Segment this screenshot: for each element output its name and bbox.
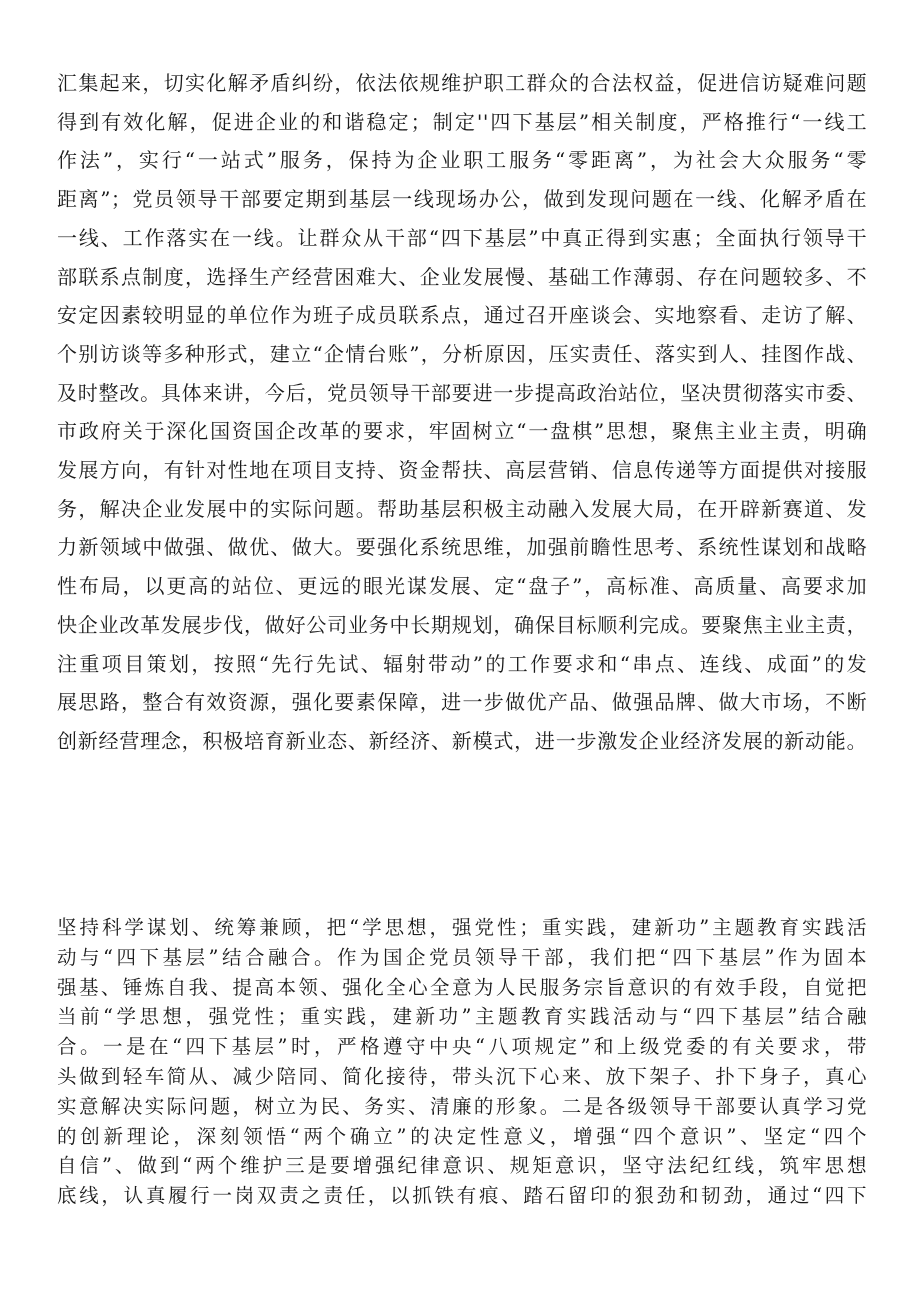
text-line: 汇集起来，切实化解矛盾纠纷，依法依规维护职工群众的合法权益，促进信访疑难问题 xyxy=(57,71,867,95)
text-line: 部联系点制度，选择生产经营困难大、企业发展慢、基础工作薄弱、存在问题较多、不 xyxy=(57,264,867,289)
text-line: 发展方向，有针对性地在项目支持、资金帮扶、高层营销、信息传递等方面提供对接服 xyxy=(57,458,867,483)
text-line: 力新领域中做强、做优、做大。要强化系统思维，加强前瞻性思考、系统性谋划和战略 xyxy=(57,535,867,560)
text-line: 合。一是在“四下基层”时，严格遵守中央“八项规定”和上级党委的有关要求，带 xyxy=(57,1035,867,1059)
text-line: 一线、工作落实在一线。让群众从干部“四下基层”中真正得到实惠；全面执行领导干 xyxy=(57,225,867,250)
text-line: 底线，认真履行一岗双责之责任，以抓铁有痕、踏石留印的狠劲和韧劲，通过“四下 xyxy=(57,1184,867,1208)
text-line: 市政府关于深化国资国企改革的要求，牢固树立“一盘棋”思想，聚焦主业主责，明确 xyxy=(57,419,867,444)
text-line: 实意解决实际问题，树立为民、务实、清廉的形象。二是各级领导干部要认真学习党 xyxy=(57,1094,867,1118)
text-line: 作法”，实行“一站式”服务，保持为企业职工服务“零距离”，为社会大众服务“零 xyxy=(57,148,867,173)
text-line: 及时整改。具体来讲，今后，党员领导干部要进一步提高政治站位，坚决贯彻落实市委、 xyxy=(57,380,867,405)
text-line: 创新经营理念，积极培育新业态、新经济、新模式，进一步激发企业经济发展的新动能。 xyxy=(57,728,867,753)
text-line: 展思路，整合有效资源，强化要素保障，进一步做优产品、做强品牌、做大市场，不断 xyxy=(57,690,867,715)
text-line: 个别访谈等多种形式，建立“企情台账”，分析原因，压实责任、落实到人、挂图作战、 xyxy=(57,341,867,366)
text-line: 动与“四下基层”结合融合。作为国企党员领导干部，我们把“四下基层”作为固本 xyxy=(57,945,867,969)
text-line: 得到有效化解，促进企业的和谐稳定；制定''四下基层”相关制度，严格推行“一线工 xyxy=(57,109,867,134)
text-line: 距离”；党员领导干部要定期到基层一线现场办公，做到发现问题在一线、化解矛盾在 xyxy=(57,187,867,212)
text-line: 坚持科学谋划、统筹兼顾，把“学思想，强党性；重实践，建新功”主题教育实践活 xyxy=(57,916,867,939)
text-line: 自信”、做到“两个维护三是要增强纪律意识、规矩意识，坚守法纪红线，筑牢思想 xyxy=(57,1154,867,1178)
text-line: 的创新理论，深刻领悟“两个确立”的决定性意义，增强“四个意识”、坚定“四个 xyxy=(57,1124,867,1148)
text-line: 快企业改革发展步伐，做好公司业务中长期规划，确保目标顺利完成。要聚焦主业主责， xyxy=(57,612,867,637)
text-line: 当前“学思想，强党性；重实践，建新功”主题教育实践活动与“四下基层”结合融 xyxy=(57,1005,867,1029)
text-line: 注重项目策划，按照“先行先试、辐射带动”的工作要求和“串点、连线、成面”的发 xyxy=(57,651,867,676)
paragraph-2 xyxy=(57,913,867,1211)
text-line: 性布局，以更高的站位、更远的眼光谋发展、定“盘子”，高标准、高质量、高要求加 xyxy=(57,574,867,599)
text-line: 务，解决企业发展中的实际问题。帮助基层积极主动融入发展大局，在开辟新赛道、发 xyxy=(57,496,867,521)
text-line: 头做到轻车简从、减少陪同、简化接待，带头沉下心来、放下架子、扑下身子，真心 xyxy=(57,1064,867,1088)
text-line: 强基、锤炼自我、提高本领、强化全心全意为人民服务宗旨意识的有效手段，自觉把 xyxy=(57,975,867,999)
text-line: 安定因素较明显的单位作为班子成员联系点，通过召开座谈会、实地察看、走访了解、 xyxy=(57,303,867,328)
paragraph-1 xyxy=(57,64,867,761)
